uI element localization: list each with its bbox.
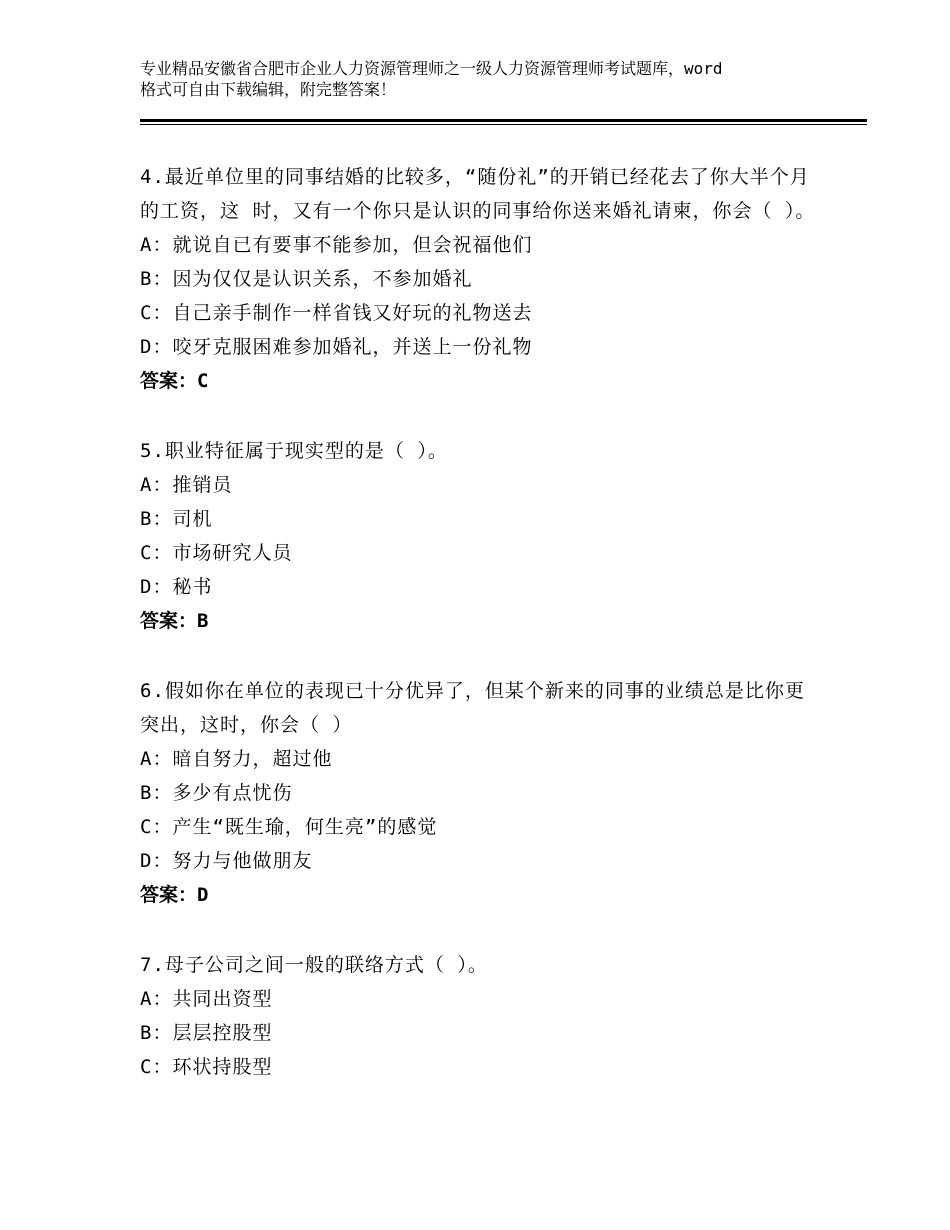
question-stem: 7.母子公司之间一般的联络方式（ ）。 <box>140 954 488 976</box>
question-4 <box>140 160 820 398</box>
option-d: D：秘书 <box>140 576 213 598</box>
option-a: A：共同出资型 <box>140 988 273 1010</box>
answer: 答案：C <box>140 370 209 392</box>
answer: 答案：D <box>140 884 209 906</box>
question-list <box>140 160 820 1120</box>
option-c: C：市场研究人员 <box>140 542 293 564</box>
question-stem: 6.假如你在单位的表现已十分优异了，但某个新来的同事的业绩总是比你更突出，这时，你会（ ） <box>140 680 805 736</box>
question-5 <box>140 434 820 638</box>
option-c: C：自己亲手制作一样省钱又好玩的礼物送去 <box>140 302 533 324</box>
option-b: B：司机 <box>140 508 213 530</box>
header-divider-thin <box>140 124 867 125</box>
option-c: C：环状持股型 <box>140 1056 273 1078</box>
question-stem: 5.职业特征属于现实型的是（ ）。 <box>140 440 448 462</box>
option-a: A：就说自已有要事不能参加，但会祝福他们 <box>140 234 533 256</box>
option-b: B：多少有点忧伤 <box>140 782 293 804</box>
option-a: A：暗自努力，超过他 <box>140 748 333 770</box>
option-a: A：推销员 <box>140 474 233 496</box>
option-d: D：咬牙克服困难参加婚礼，并送上一份礼物 <box>140 336 533 358</box>
option-b: B：层层控股型 <box>140 1022 273 1044</box>
option-d: D：努力与他做朋友 <box>140 850 313 872</box>
question-6 <box>140 674 820 912</box>
question-7 <box>140 948 820 1084</box>
answer: 答案：B <box>140 610 209 632</box>
option-b: B：因为仅仅是认识关系，不参加婚礼 <box>140 268 473 290</box>
header-divider-thick <box>140 119 867 122</box>
option-c: C：产生“既生瑜，何生亮”的感觉 <box>140 816 438 838</box>
question-stem: 4.最近单位里的同事结婚的比较多，“随份礼”的开销已经花去了你大半个月的工资，这 时，又有一个你只是认识的同事给你送来婚礼请柬，你会（ ）。 <box>140 166 816 222</box>
document-header: 专业精品安徽省合肥市企业人力资源管理师之一级人力资源管理师考试题库，word 格式可自由下载编辑，附完整答案！ <box>140 59 723 99</box>
